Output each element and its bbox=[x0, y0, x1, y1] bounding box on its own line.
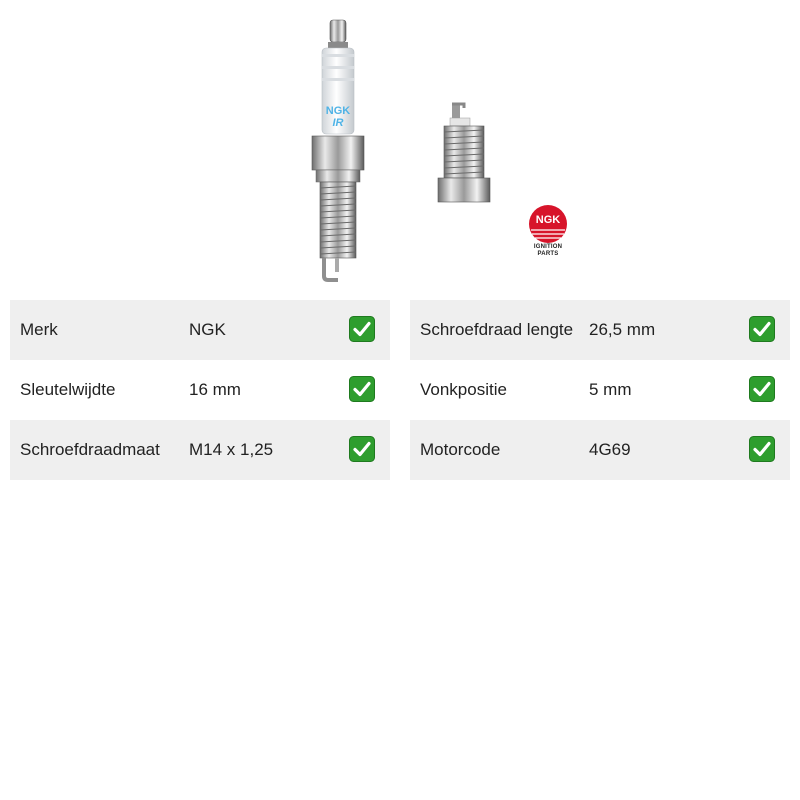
spec-row-wrench-size bbox=[10, 360, 390, 420]
spec-row-thread-length bbox=[410, 300, 790, 360]
spec-row-brand bbox=[10, 300, 390, 360]
check-mark-icon bbox=[749, 316, 775, 342]
spec-label: Merk bbox=[20, 320, 58, 339]
check-mark-icon bbox=[349, 436, 375, 462]
plug-insulator-text-ngk: NGK bbox=[325, 105, 351, 117]
product-images bbox=[0, 0, 800, 300]
spark-plug-full-image bbox=[298, 14, 378, 284]
logo-subtitle-ignition: IGNITION bbox=[533, 244, 563, 250]
ngk-logo-text: NGK bbox=[535, 214, 561, 226]
spark-plug-tip-image bbox=[430, 96, 496, 206]
spec-label: Sleutelwijdte bbox=[20, 380, 116, 399]
plug-insulator-text-ir: IR bbox=[332, 117, 344, 129]
check-mark-icon bbox=[349, 316, 375, 342]
spec-value: 5 mm bbox=[589, 380, 632, 399]
spec-value: 4G69 bbox=[589, 440, 631, 459]
spec-value: NGK bbox=[189, 320, 226, 339]
logo-subtitle-parts: PARTS bbox=[537, 251, 559, 257]
spec-label: Schroefdraad lengte bbox=[420, 320, 574, 339]
spec-table-left bbox=[10, 300, 390, 480]
spec-value: 26,5 mm bbox=[589, 320, 656, 339]
spec-row-spark-position bbox=[410, 360, 790, 420]
spec-label: Motorcode bbox=[420, 440, 501, 459]
check-mark-icon bbox=[349, 376, 375, 402]
spec-label: Schroefdraadmaat bbox=[20, 440, 160, 459]
spec-label: Vonkpositie bbox=[420, 380, 507, 399]
ngk-logo-icon bbox=[528, 204, 568, 244]
ngk-brand-logo bbox=[520, 204, 576, 274]
spec-value: 16 mm bbox=[189, 380, 241, 399]
check-mark-icon bbox=[749, 376, 775, 402]
check-mark-icon bbox=[749, 436, 775, 462]
spec-row-thread-size bbox=[10, 420, 390, 480]
spec-row-engine-code bbox=[410, 420, 790, 480]
spec-value: M14 x 1,25 bbox=[189, 440, 274, 459]
spec-table-right bbox=[410, 300, 790, 480]
